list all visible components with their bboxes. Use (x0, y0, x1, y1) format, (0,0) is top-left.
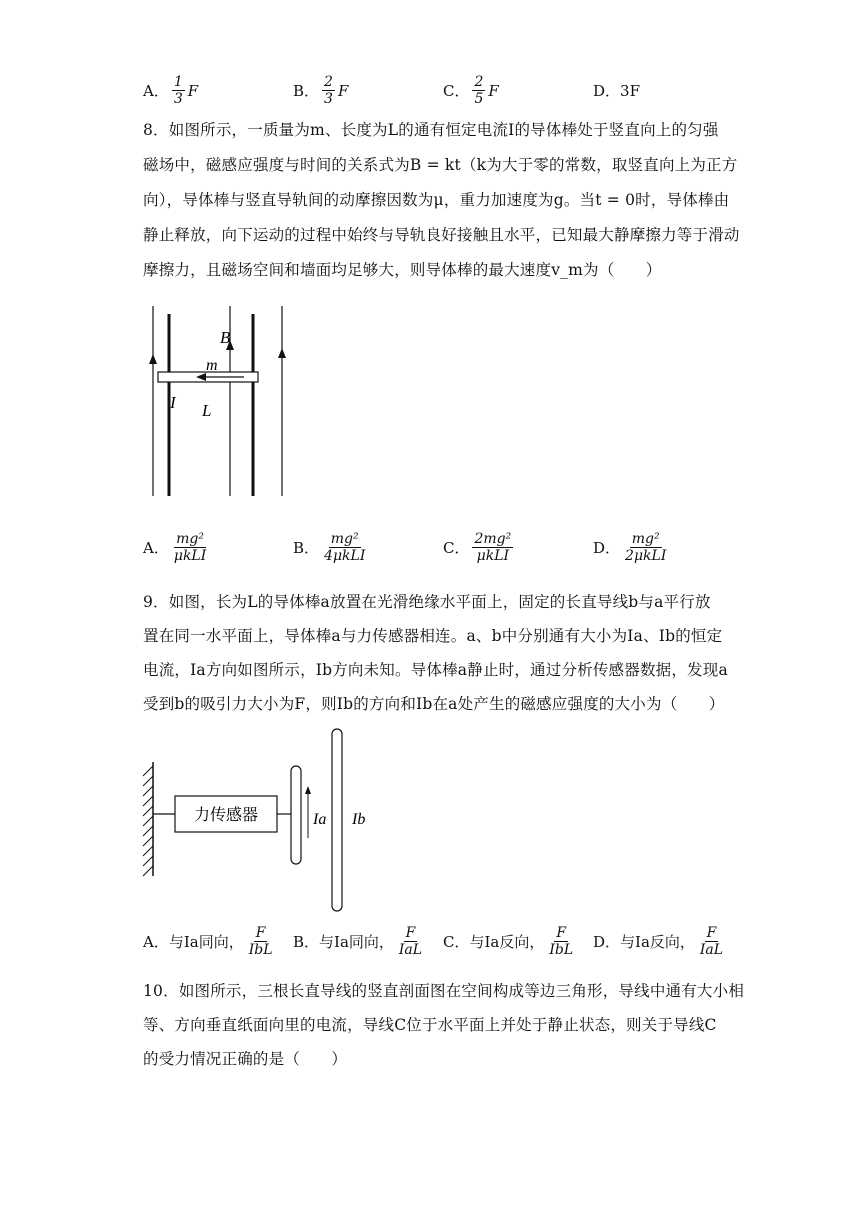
q9-figure (138, 726, 398, 916)
q9-option-a: A． 与Ia同向， $\frac{F}{\text{IbL}}$ (143, 925, 273, 958)
label-b: B (220, 328, 231, 347)
fraction: $\frac{2}{3}$ (324, 74, 333, 107)
q9-option-d: D． 与Ia反向， $\frac{F}{\text{IaL}}$ (593, 925, 724, 958)
q8-option-b: B． $\frac{\text{mg²}}{\text{4μkLI}}$ (293, 531, 366, 564)
q7-option-c: C． $\frac{2}{5}$ F (443, 74, 499, 107)
q9-option-c: C． 与Ia反向， $\frac{F}{\text{IbL}}$ (443, 925, 574, 958)
force-sensor-label: 力传感器 (193, 805, 259, 824)
q7-option-b: B． $\frac{2}{3}$ F (293, 74, 349, 107)
rod-a (291, 766, 301, 864)
q8-option-a: A． $\frac{\text{mg²}}{\text{μkLI}}$ (143, 531, 207, 564)
label-ib: Ib (352, 811, 366, 828)
fraction: $\frac{1}{3}$ (173, 74, 183, 107)
label-m: m (206, 357, 218, 374)
label-l: L (202, 401, 212, 420)
label-ia: Ia (313, 811, 327, 828)
wire-b (332, 729, 342, 911)
q8-figure (140, 300, 300, 500)
q9-option-b: B． 与Ia同向， $\frac{F}{\text{IaL}}$ (293, 925, 423, 958)
q8-option-d: D． $\frac{\text{mg²}}{\text{2μkLI}}$ (593, 531, 667, 564)
q7-option-a: A． $\frac{1}{3}$ F (143, 74, 199, 107)
label-i: I (170, 393, 176, 412)
q7-option-d: D． 3F (593, 81, 640, 100)
fraction: $\frac{2}{5}$ (474, 74, 484, 107)
q8-option-c: C． $\frac{\text{2mg²}}{\text{μkLI}}$ (443, 531, 512, 564)
